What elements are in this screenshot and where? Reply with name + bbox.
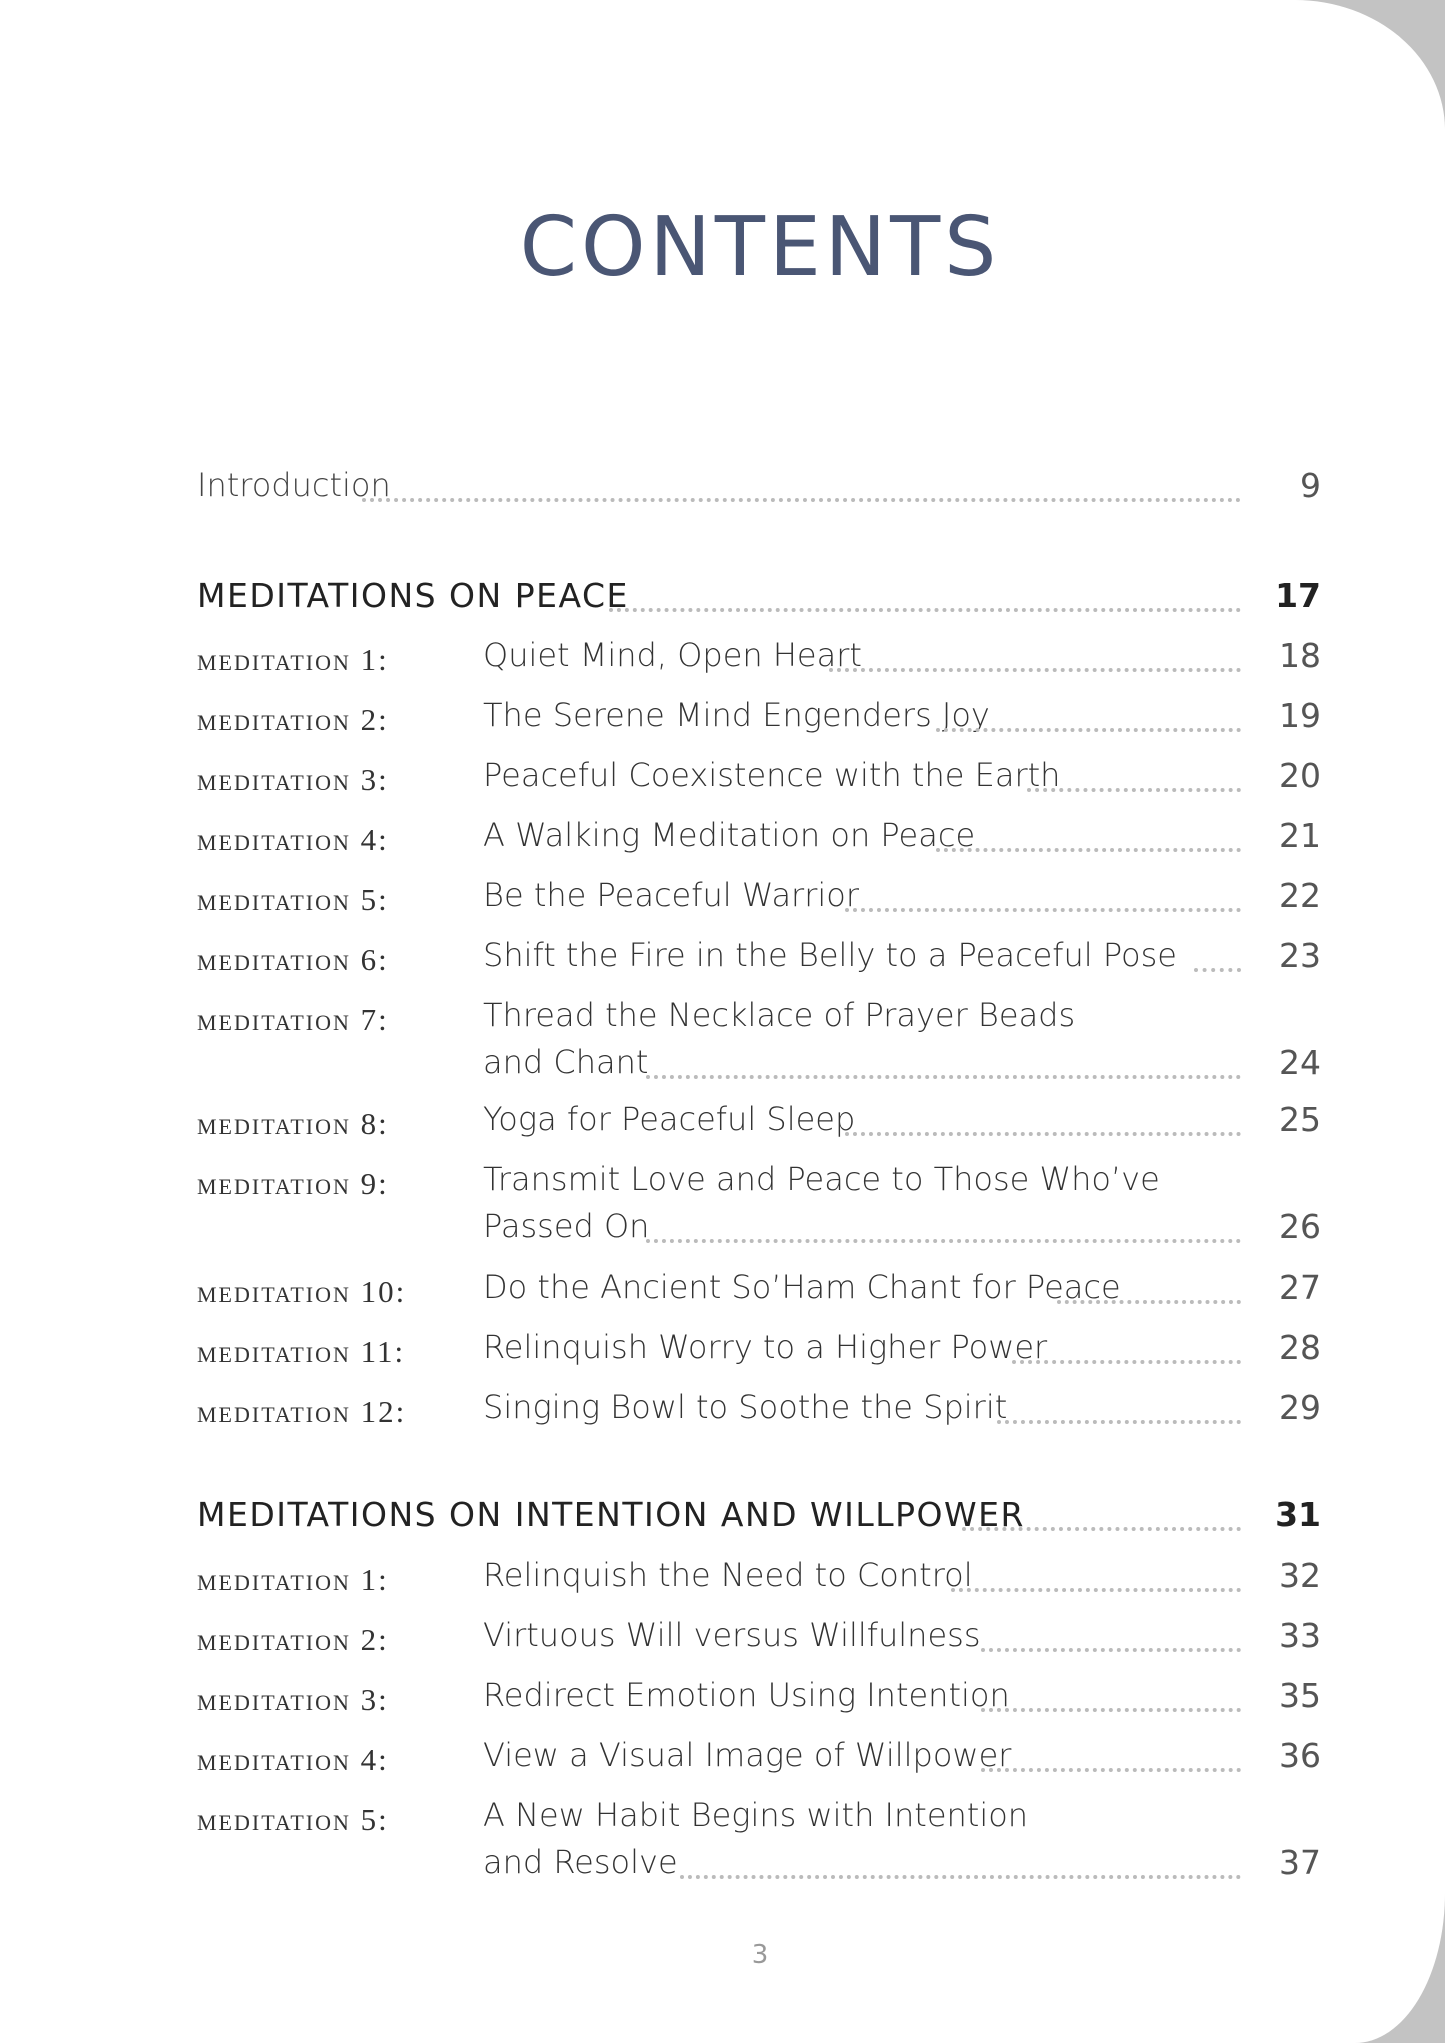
toc-entry[interactable] bbox=[197, 1388, 1321, 1432]
section-heading[interactable] bbox=[197, 576, 1321, 620]
toc-entry[interactable] bbox=[197, 1616, 1321, 1660]
entry-page: 33 bbox=[1279, 1616, 1321, 1655]
meditation-label: meditation 6: bbox=[197, 942, 389, 977]
toc-entry[interactable] bbox=[197, 636, 1321, 680]
leader-dots bbox=[936, 848, 1241, 852]
meditation-label: meditation 4: bbox=[197, 822, 389, 857]
entry-page: 24 bbox=[1279, 1043, 1321, 1082]
leader-dots bbox=[646, 1239, 1241, 1243]
leader-dots bbox=[845, 908, 1241, 912]
meditation-label: meditation 12: bbox=[197, 1394, 407, 1429]
leader-dots bbox=[962, 1527, 1241, 1531]
entry-title: Be the Peaceful Warrior bbox=[483, 876, 859, 914]
leader-dots bbox=[997, 1420, 1241, 1424]
leader-dots bbox=[1012, 1360, 1241, 1364]
entry-title: The Serene Mind Engenders Joy bbox=[483, 696, 990, 734]
section-title: MEDITATIONS ON INTENTION AND WILLPOWER bbox=[197, 1495, 1025, 1534]
entry-page: 23 bbox=[1279, 936, 1321, 975]
meditation-label: meditation 1: bbox=[197, 642, 389, 677]
meditation-label: meditation 7: bbox=[197, 1002, 389, 1037]
toc-entry[interactable] bbox=[197, 816, 1321, 860]
entry-title: Do the Ancient So’Ham Chant for Peace bbox=[483, 1268, 1121, 1306]
toc-entry[interactable] bbox=[197, 1676, 1321, 1720]
toc-introduction[interactable] bbox=[197, 466, 1321, 510]
entry-title: A Walking Meditation on Peace bbox=[483, 816, 976, 854]
entry-title: View a Visual Image of Willpower bbox=[483, 1736, 1012, 1774]
entry-title-line2: Passed On bbox=[483, 1207, 650, 1245]
entry-page: 9 bbox=[1300, 466, 1321, 505]
meditation-label: meditation 11: bbox=[197, 1334, 406, 1369]
entry-title: Relinquish the Need to Control bbox=[483, 1556, 973, 1594]
entry-title: Quiet Mind, Open Heart bbox=[483, 636, 862, 674]
page-title: CONTENTS bbox=[519, 200, 1001, 295]
meditation-label: meditation 5: bbox=[197, 1802, 389, 1837]
leader-dots bbox=[362, 498, 1241, 502]
leader-dots bbox=[609, 608, 1241, 612]
entry-title: Thread the Necklace of Prayer Beads bbox=[483, 996, 1076, 1034]
entry-title-line2: and Chant bbox=[483, 1043, 649, 1081]
section-page: 31 bbox=[1275, 1495, 1321, 1534]
toc-entry[interactable] bbox=[197, 756, 1321, 800]
meditation-label: meditation 9: bbox=[197, 1166, 389, 1201]
entry-title: Peaceful Coexistence with the Earth bbox=[483, 756, 1061, 794]
entry-page: 27 bbox=[1279, 1268, 1321, 1307]
entry-title: Virtuous Will versus Willfulness bbox=[483, 1616, 981, 1654]
entry-page: 28 bbox=[1279, 1328, 1321, 1367]
leader-dots bbox=[981, 1768, 1241, 1772]
meditation-label: meditation 5: bbox=[197, 882, 389, 917]
toc-entry[interactable] bbox=[197, 1160, 1321, 1246]
entry-page: 20 bbox=[1279, 756, 1321, 795]
entry-title: Transmit Love and Peace to Those Who’ve bbox=[483, 1160, 1160, 1198]
entry-title: Introduction bbox=[197, 466, 391, 504]
entry-page: 36 bbox=[1279, 1736, 1321, 1775]
meditation-label: meditation 4: bbox=[197, 1742, 389, 1777]
section-page: 17 bbox=[1275, 576, 1321, 615]
entry-title: Relinquish Worry to a Higher Power bbox=[483, 1328, 1048, 1366]
leader-dots bbox=[680, 1875, 1241, 1879]
toc-entry[interactable] bbox=[197, 1556, 1321, 1600]
entry-page: 35 bbox=[1279, 1676, 1321, 1715]
entry-page: 25 bbox=[1279, 1100, 1321, 1139]
entry-page: 29 bbox=[1279, 1388, 1321, 1427]
entry-page: 26 bbox=[1279, 1207, 1321, 1246]
entry-page: 32 bbox=[1279, 1556, 1321, 1595]
entry-title: A New Habit Begins with Intention bbox=[483, 1796, 1029, 1834]
toc-entry[interactable] bbox=[197, 876, 1321, 920]
toc-entry[interactable] bbox=[197, 1100, 1321, 1144]
entry-page: 37 bbox=[1279, 1843, 1321, 1882]
meditation-label: meditation 10: bbox=[197, 1274, 407, 1309]
section-heading[interactable] bbox=[197, 1495, 1321, 1539]
entry-title-line2: and Resolve bbox=[483, 1843, 678, 1881]
meditation-label: meditation 3: bbox=[197, 1682, 389, 1717]
leader-dots bbox=[829, 668, 1241, 672]
entry-page: 22 bbox=[1279, 876, 1321, 915]
meditation-label: meditation 1: bbox=[197, 1562, 389, 1597]
leader-dots bbox=[981, 1708, 1241, 1712]
entry-title: Singing Bowl to Soothe the Spirit bbox=[483, 1388, 1008, 1426]
toc-entry[interactable] bbox=[197, 936, 1321, 980]
leader-dots bbox=[1027, 788, 1241, 792]
entry-page: 19 bbox=[1279, 696, 1321, 735]
entry-title: Shift the Fire in the Belly to a Peaceful Pose bbox=[483, 936, 1177, 974]
section-title: MEDITATIONS ON PEACE bbox=[197, 576, 629, 615]
entry-page: 21 bbox=[1279, 816, 1321, 855]
leader-dots bbox=[1194, 968, 1241, 972]
toc-entry[interactable] bbox=[197, 996, 1321, 1082]
leader-dots bbox=[981, 1648, 1241, 1652]
entry-page: 18 bbox=[1279, 636, 1321, 675]
toc-entry[interactable] bbox=[197, 1796, 1321, 1882]
toc-entry[interactable] bbox=[197, 696, 1321, 740]
meditation-label: meditation 8: bbox=[197, 1106, 389, 1141]
leader-dots bbox=[646, 1075, 1241, 1079]
leader-dots bbox=[845, 1132, 1241, 1136]
leader-dots bbox=[1057, 1300, 1241, 1304]
meditation-label: meditation 3: bbox=[197, 762, 389, 797]
toc-entry[interactable] bbox=[197, 1736, 1321, 1780]
leader-dots bbox=[951, 1588, 1241, 1592]
leader-dots bbox=[936, 728, 1241, 732]
meditation-label: meditation 2: bbox=[197, 1622, 389, 1657]
entry-title: Yoga for Peaceful Sleep bbox=[483, 1100, 856, 1138]
toc-entry[interactable] bbox=[197, 1268, 1321, 1312]
page-number: 3 bbox=[751, 1940, 769, 1970]
entry-title: Redirect Emotion Using Intention bbox=[483, 1676, 1010, 1714]
toc-entry[interactable] bbox=[197, 1328, 1321, 1372]
meditation-label: meditation 2: bbox=[197, 702, 389, 737]
